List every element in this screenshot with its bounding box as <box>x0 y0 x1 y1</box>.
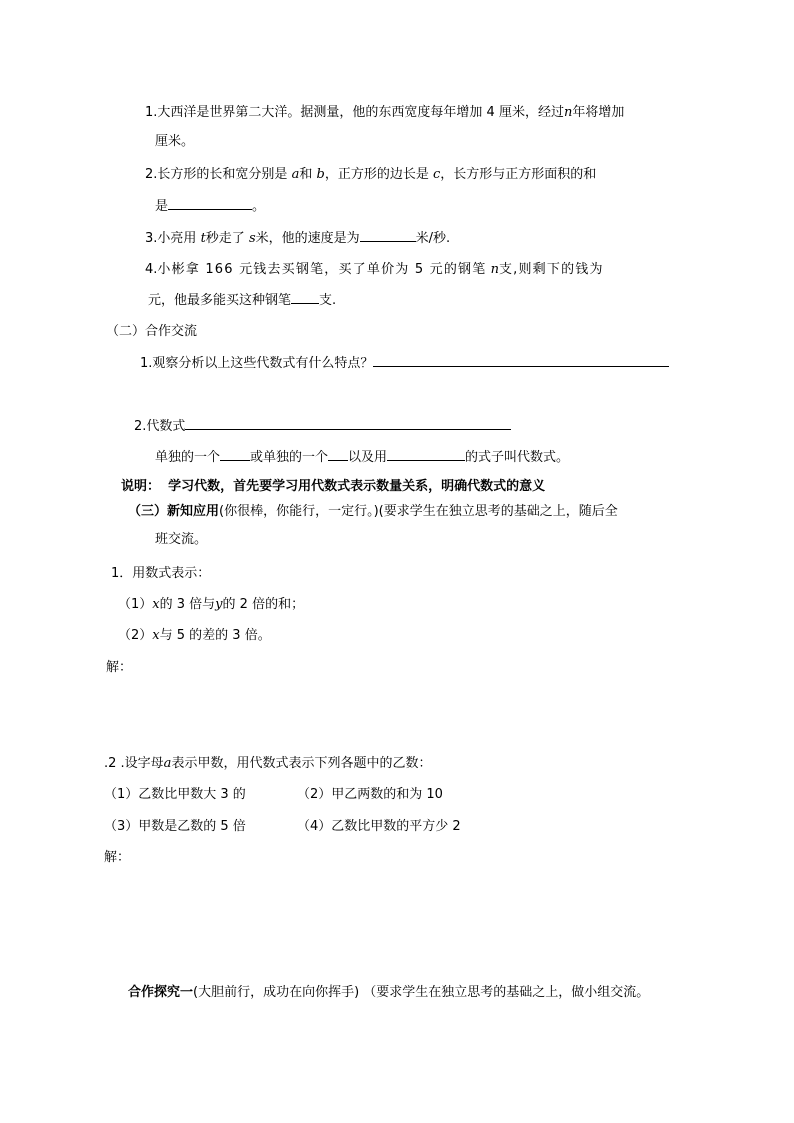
question-3-number: 3. <box>145 231 158 246</box>
question-2-number: 2. <box>145 167 158 182</box>
question-1 <box>145 104 624 122</box>
question-3-text: 小亮用 <box>157 231 197 246</box>
new-application-text: (你很棒，你能行，一定行。)(要求学生在独立思考的基础之上，随后全 <box>219 504 618 519</box>
coop-question-1 <box>140 353 669 373</box>
note-text: 学习代数，首先要学习用代数式表示数量关系，明确代数式的意义 <box>168 479 546 494</box>
question-2-is: 是 <box>155 199 169 214</box>
question-3-unit: 米/秒. <box>415 231 451 246</box>
note-label: 说明： <box>121 479 161 494</box>
exercise-2-item-2: （2）甲乙两数的和为 10 <box>297 787 443 802</box>
answer-blank[interactable] <box>168 196 252 210</box>
part-2-text: 与 5 的差的 3 倍。 <box>159 628 271 643</box>
explore-text: (大胆前行，成功在向你挥手) （要求学生在独立思考的基础之上，做小组交流。 <box>193 985 650 1000</box>
exercise-2-item-1: （1）乙数比甲数大 3 的 <box>104 787 246 802</box>
question-4-continued <box>148 290 336 310</box>
part-1-label: （1） <box>118 597 153 612</box>
answer-blank[interactable] <box>185 416 511 430</box>
part-1-text: 的 3 倍与 <box>159 597 216 612</box>
exercise-1-part-2 <box>118 627 271 645</box>
question-2-period: 。 <box>252 199 266 214</box>
question-3 <box>145 228 450 248</box>
variable-b: b <box>316 167 325 182</box>
definition-line <box>155 447 569 467</box>
question-4-text: 小彬拿 166 元钱去买钢笔，买了单价为 5 元的钢笔 <box>157 262 487 277</box>
answer-blank[interactable] <box>220 447 250 461</box>
variable-x: x <box>152 597 160 612</box>
question-4-text-3: 元，他最多能买这种钢笔 <box>148 293 292 308</box>
question-4-text-2: 支,则剩下的钱为 <box>498 262 604 277</box>
section-heading-cooperation: （二）合作交流 <box>106 324 198 339</box>
answer-blank[interactable] <box>291 290 319 304</box>
question-1-continued <box>155 133 194 151</box>
coop-question-1-text: 1.观察分析以上这些代数式有什么特点？ <box>140 356 374 371</box>
question-2-text-3: ，长方形与正方形面积的和 <box>440 167 597 182</box>
question-4-number: 4. <box>145 262 158 277</box>
question-4-text-4: 支. <box>319 293 337 308</box>
answer-blank[interactable] <box>328 447 348 461</box>
variable-n: n <box>563 105 573 120</box>
exercise-2-title-text: .2 .设字母 <box>104 756 164 771</box>
answer-blank[interactable] <box>373 353 669 367</box>
definition-text-4: 的式子叫代数式。 <box>465 450 570 465</box>
new-application-continued: 班交流。 <box>155 532 208 547</box>
exercise-1-part-1 <box>118 596 304 614</box>
exercise-2-item-4: （4）乙数比甲数的平方少 2 <box>297 819 461 834</box>
variable-a: a <box>163 756 172 771</box>
new-application-label: （三）新知应用 <box>128 504 220 519</box>
question-3-text-3: 米，他的速度是为 <box>255 231 360 246</box>
question-2-text-2: ，正方形的边长是 <box>324 167 429 182</box>
variable-n: n <box>490 262 499 277</box>
exercise-2-item-3: （3）甲数是乙数的 5 倍 <box>104 819 246 834</box>
coop-question-2 <box>134 416 511 436</box>
question-1-unit: 厘米。 <box>155 134 195 149</box>
question-1-text: 大西洋是世界第二大洋。据测量，他的东西宽度每年增加 4 厘米，经过 <box>157 105 564 120</box>
variable-s: s <box>248 231 256 246</box>
explore-label: 合作探究一 <box>128 985 194 1000</box>
answer-blank[interactable] <box>387 447 465 461</box>
question-3-text-2: 秒走了 <box>205 231 245 246</box>
question-2-and: 和 <box>299 167 313 182</box>
exercise-2-title-text-2: 表示甲数，用代数式表示下列各题中的乙数： <box>171 756 432 771</box>
new-application-line <box>128 503 618 521</box>
part-2-label: （2） <box>118 628 153 643</box>
variable-a: a <box>291 167 300 182</box>
definition-text-1: 单独的一个 <box>155 450 221 465</box>
exercise-2-title <box>104 755 431 773</box>
definition-text-2: 或单独的一个 <box>250 450 329 465</box>
answer-blank[interactable] <box>360 228 416 242</box>
variable-c: c <box>432 167 441 182</box>
variable-t: t <box>200 231 206 246</box>
question-2-text: 长方形的长和宽分别是 <box>157 167 288 182</box>
exercise-1-title: 1．用数式表示： <box>111 566 211 581</box>
variable-x: x <box>152 628 160 643</box>
exercise-1-solution-label: 解： <box>106 660 133 675</box>
explore-line <box>128 984 649 1002</box>
question-1-number: 1. <box>145 105 158 120</box>
question-2 <box>145 166 596 184</box>
variable-y: y <box>215 597 223 612</box>
note-line <box>121 478 545 496</box>
question-1-text-end: 年将增加 <box>572 105 625 120</box>
definition-text-3: 以及用 <box>348 450 388 465</box>
exercise-2-solution-label: 解： <box>104 850 131 865</box>
question-4 <box>145 261 604 279</box>
coop-question-2-text: 2.代数式 <box>134 419 186 434</box>
part-1-text-2: 的 2 倍的和； <box>222 597 305 612</box>
question-2-continued <box>155 196 265 216</box>
